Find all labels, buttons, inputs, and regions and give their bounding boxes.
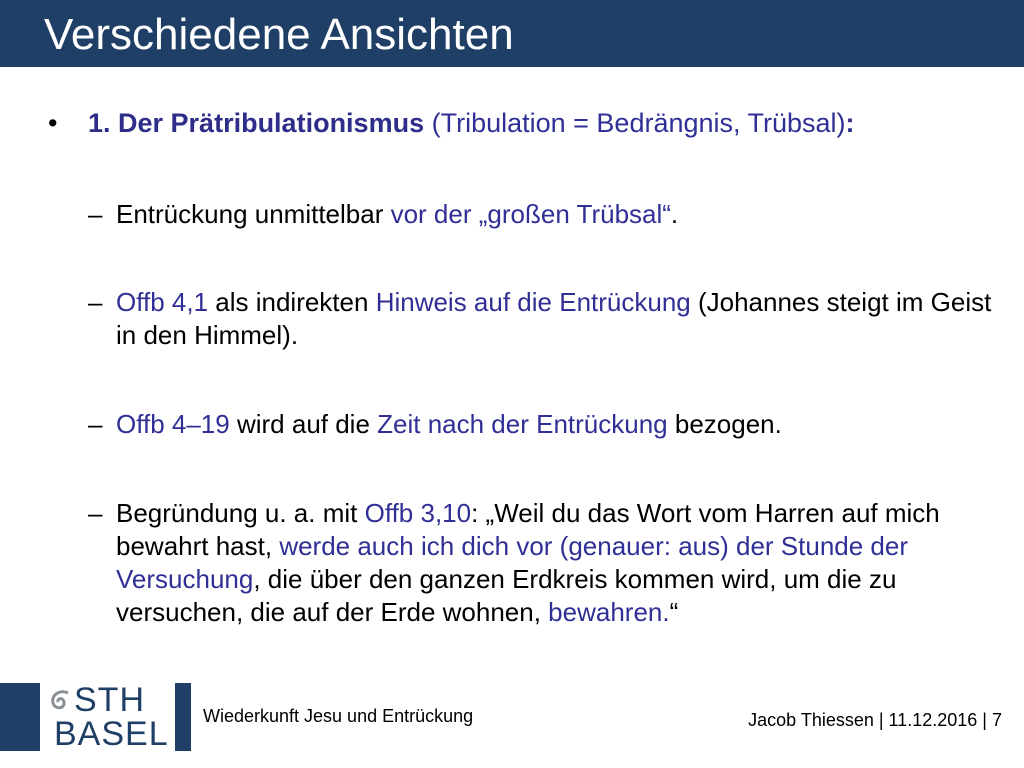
text-run: wird auf die: [229, 409, 378, 439]
text-run: Entrückung unmittelbar: [116, 199, 391, 229]
text-run: .: [670, 199, 679, 229]
text-run: bezogen.: [667, 409, 782, 439]
dash-marker: –: [88, 199, 103, 229]
text-run: Begründung u. a. mit: [116, 498, 365, 528]
bullet-marker: •: [48, 108, 58, 138]
sub-item: [88, 198, 996, 231]
footer-author-date-page: Jacob Thiessen | 11.12.2016 | 7: [748, 710, 1002, 730]
main-bullet-text: [88, 107, 855, 139]
text-run: als indirekten: [208, 287, 376, 317]
sub-item-text: [116, 408, 996, 441]
dash-marker: –: [88, 287, 103, 317]
slide-title: Verschiedene Ansichten: [44, 10, 514, 59]
main-bullet-rest: (Tribulation = Bedrängnis, Trübsal): [424, 108, 846, 138]
main-bullet-bold: 1. Der Prätribulationismus: [88, 108, 425, 138]
text-run: werde auch ich dich vor (genauer: aus) der Stunde der Versuchung: [116, 531, 909, 594]
dash-marker: –: [88, 498, 103, 528]
footer-presentation-title: Wiederkunft Jesu und Entrückung: [203, 706, 474, 726]
sth-basel-logo: [40, 683, 175, 751]
sub-item-text: [116, 286, 996, 352]
sub-item: [88, 408, 996, 441]
logo-basel-text: BASEL: [54, 715, 169, 753]
dash-marker: –: [88, 409, 103, 439]
text-run: Hinweis auf die Entrückung: [375, 287, 691, 317]
text-run: bewahren.: [548, 597, 670, 627]
text-run: Offb 4–19: [116, 409, 230, 439]
swirl-icon: [46, 687, 76, 717]
sub-item-text: [116, 198, 996, 231]
text-run: Zeit nach der Entrückung: [377, 409, 668, 439]
main-bullet-colon: :: [845, 108, 855, 138]
text-run: , die über den ganzen Erdkreis kommen wird, um die zu versuchen, die auf der Erde wohnen,: [116, 564, 897, 627]
text-run: Offb 3,10: [364, 498, 472, 528]
text-run: vor der „großen Trübsal“: [390, 199, 671, 229]
title-bar: [0, 0, 1024, 67]
logo-sth-text: STH: [74, 681, 145, 719]
sub-item-text: [116, 497, 996, 629]
sub-item: [88, 286, 996, 352]
text-run: (Johannes steigt im Geist in den Himmel).: [116, 287, 992, 350]
sub-item: [88, 497, 996, 629]
text-run: : „Weil du das Wort vom Harren auf mich bewahrt hast,: [116, 498, 940, 561]
text-run: Offb 4,1: [116, 287, 209, 317]
text-run: “: [669, 597, 679, 627]
